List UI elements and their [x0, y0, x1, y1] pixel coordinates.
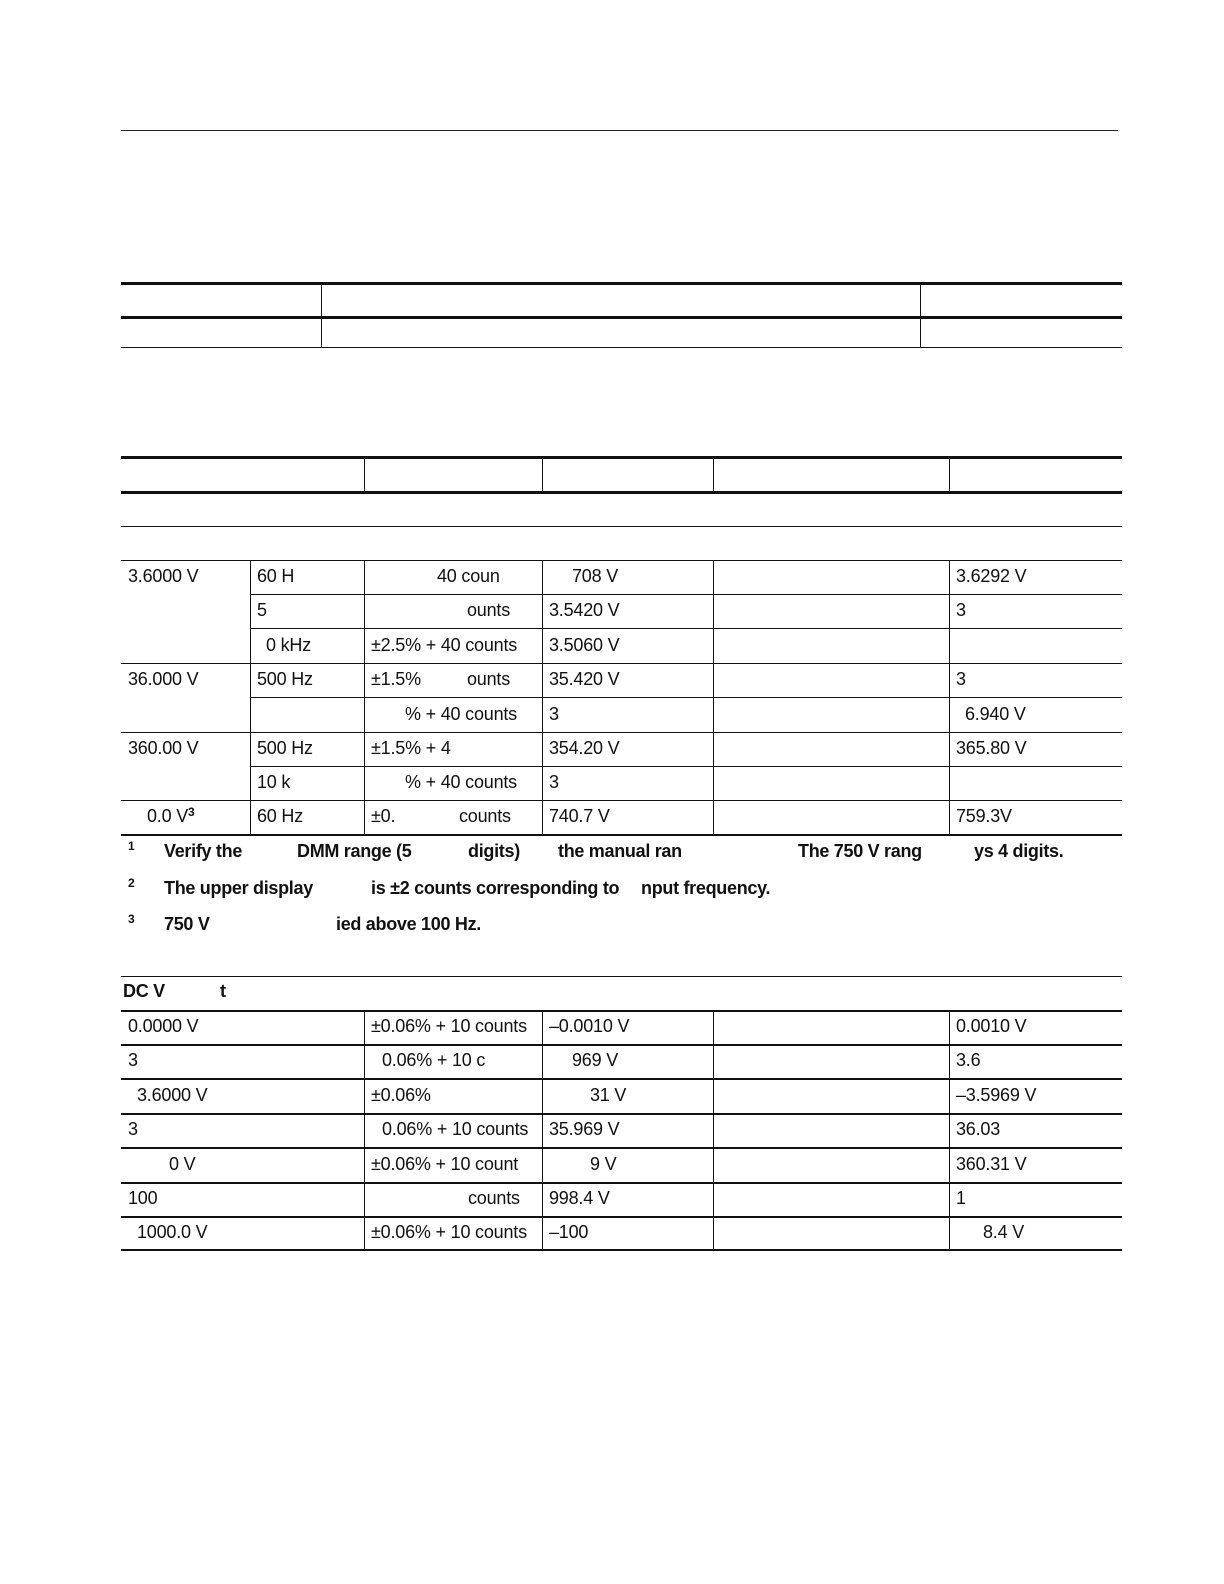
table-cell: 36.03	[956, 1119, 1001, 1139]
table-cell: counts	[468, 1188, 520, 1208]
footnote-text: is ±2 counts corresponding to	[371, 878, 620, 898]
table-cell: 0.0000 V	[128, 1016, 199, 1036]
footnote-text: DMM range (5	[297, 841, 412, 861]
table-cell: 3.6	[956, 1050, 981, 1070]
table-cell: 31 V	[590, 1085, 627, 1105]
table-cell: 8.4 V	[983, 1222, 1025, 1242]
page-top-rule	[121, 130, 1118, 131]
table-cell: 35.969 V	[549, 1119, 620, 1139]
table-cell	[147, 806, 195, 826]
table-cell: 0 kHz	[266, 635, 312, 655]
table-cell: –100	[549, 1222, 589, 1242]
table-cell: ±0.06% + 10 count	[371, 1154, 519, 1174]
table-cell: 500 Hz	[257, 738, 313, 758]
table-cell: 35.420 V	[549, 669, 620, 689]
table-cell: 0 V	[169, 1154, 196, 1174]
table-cell: 3	[956, 669, 966, 689]
table-cell: 740.7 V	[549, 806, 610, 826]
table-cell: ounts	[467, 669, 511, 689]
footnote-text: digits)	[468, 841, 520, 861]
footnote-number: 1	[128, 839, 135, 853]
table-cell: ±0.	[371, 806, 396, 826]
footnote-text: The 750 V rang	[798, 841, 922, 861]
table-cell: 3.6000 V	[137, 1085, 208, 1105]
table-cell: 0.06% + 10 counts	[382, 1119, 529, 1139]
table-cell: ±1.5% + 4	[371, 738, 451, 758]
table-cell: 3	[956, 600, 966, 620]
table-cell: 3.6000 V	[128, 566, 199, 586]
range-value: 0.0 V	[147, 806, 189, 826]
table-cell: counts	[459, 806, 511, 826]
table-cell: 60 H	[257, 566, 295, 586]
table-cell: 9 V	[590, 1154, 617, 1174]
table-cell: 10 k	[257, 772, 291, 792]
footnote-text: ys 4 digits.	[974, 841, 1064, 861]
footnote-text: 750 V	[164, 914, 210, 934]
table-cell: 3	[549, 772, 559, 792]
table-cell: 365.80 V	[956, 738, 1027, 758]
table-cell: 354.20 V	[549, 738, 620, 758]
table-cell: 5	[257, 600, 267, 620]
table-cell: 1000.0 V	[137, 1222, 208, 1242]
table-cell: 969 V	[572, 1050, 619, 1070]
table-cell: 100	[128, 1188, 158, 1208]
table-cell: 0.0010 V	[956, 1016, 1027, 1036]
table-cell: –0.0010 V	[549, 1016, 630, 1036]
table-cell: 60 Hz	[257, 806, 304, 826]
footnote-ref: 3	[188, 805, 195, 819]
table-cell: 998.4 V	[549, 1188, 610, 1208]
table-cell: 3	[549, 704, 559, 724]
table-cell: 36.000 V	[128, 669, 199, 689]
footnote-number: 3	[128, 912, 135, 926]
table-cell: –3.5969 V	[956, 1085, 1037, 1105]
table-cell: 6.940 V	[965, 704, 1026, 724]
footnote-text: the manual ran	[558, 841, 682, 861]
footnote-text: nput frequency.	[641, 878, 771, 898]
table-cell: 759.3V	[956, 806, 1012, 826]
table-cell: ±1.5%	[371, 669, 421, 689]
table-cell: 708 V	[572, 566, 619, 586]
table-cell: % + 40 counts	[405, 772, 517, 792]
footnote-text: Verify the	[164, 841, 243, 861]
table-cell: ±0.06% + 10 counts	[371, 1222, 527, 1242]
table-cell: ±0.06%	[371, 1085, 431, 1105]
table-cell: 40 coun	[437, 566, 500, 586]
table-cell: 0.06% + 10 c	[382, 1050, 486, 1070]
table-cell: 3	[128, 1119, 138, 1139]
table-cell: 3.5420 V	[549, 600, 620, 620]
table-cell: 360.00 V	[128, 738, 199, 758]
table-cell: ±0.06% + 10 counts	[371, 1016, 527, 1036]
section-title: t	[220, 981, 226, 1001]
table-cell: 360.31 V	[956, 1154, 1027, 1174]
footnote-text: ied above 100 Hz.	[336, 914, 481, 934]
footnote-number: 2	[128, 876, 135, 890]
table-cell: 3.6292 V	[956, 566, 1027, 586]
footnote-text: The upper display	[164, 878, 313, 898]
section-title: DC V	[123, 981, 165, 1001]
table-cell: ounts	[467, 600, 511, 620]
table-cell: ±2.5% + 40 counts	[371, 635, 518, 655]
table-cell: 3	[128, 1050, 138, 1070]
table-cell: 500 Hz	[257, 669, 313, 689]
table-cell: % + 40 counts	[405, 704, 517, 724]
table-cell: 3.5060 V	[549, 635, 620, 655]
table-cell: 1	[956, 1188, 966, 1208]
